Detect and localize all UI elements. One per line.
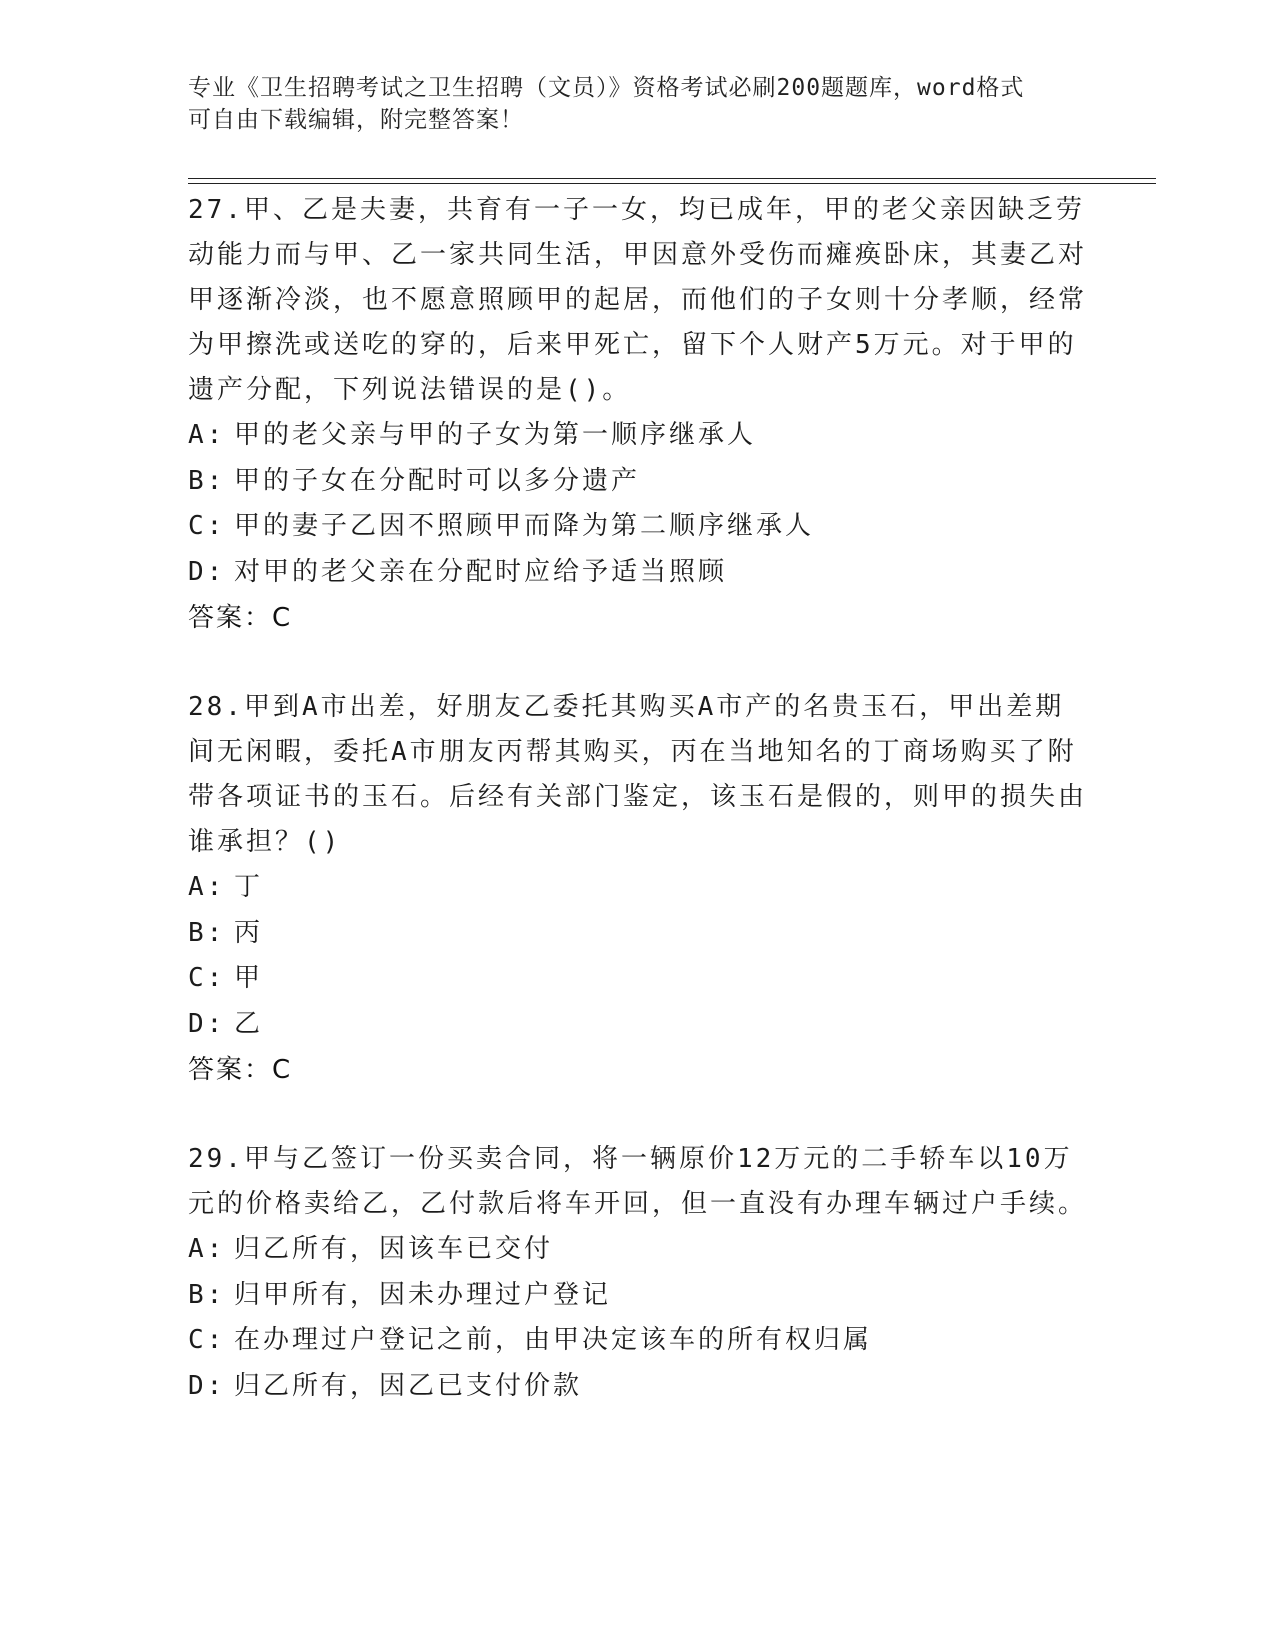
option-key: D:	[188, 556, 226, 587]
option-text: 甲	[234, 963, 264, 993]
option-text: 甲的子女在分配时可以多分遗产	[234, 465, 641, 496]
option-b	[188, 911, 1088, 957]
option-text: 甲的妻子乙因不照顾甲而降为第二顺序继承人	[234, 511, 815, 541]
option-d	[188, 1002, 1088, 1048]
document-header	[188, 72, 1088, 136]
option-key: C:	[188, 963, 226, 993]
option-c	[188, 504, 1088, 550]
option-key: C:	[188, 1325, 226, 1355]
option-a	[188, 1227, 1088, 1273]
option-key: B:	[188, 465, 226, 496]
option-key: B:	[188, 917, 226, 948]
option-text: 归甲所有，因未办理过户登记	[234, 1279, 612, 1310]
option-text: 丁	[234, 872, 264, 902]
option-text: 丙	[234, 917, 264, 948]
option-key: A:	[188, 420, 226, 450]
option-key: A:	[188, 872, 226, 902]
option-text: 归乙所有，因该车已交付	[234, 1234, 554, 1264]
option-a	[188, 865, 1088, 911]
question-27	[188, 188, 1088, 641]
question-stem: 29.甲与乙签订一份买卖合同，将一辆原价12万元的二手轿车以10万元的价格卖给乙，乙付款后将车开回，但一直没有办理车辆过户手续。	[188, 1144, 1088, 1219]
option-a	[188, 413, 1088, 459]
option-key: D:	[188, 1370, 226, 1401]
question-29	[188, 1137, 1088, 1409]
option-text: 对甲的老父亲在分配时应给予适当照顾	[234, 556, 728, 587]
option-key: B:	[188, 1279, 226, 1310]
option-b	[188, 1273, 1088, 1319]
header-divider-second	[188, 183, 1156, 184]
answer-line: 答案：C	[188, 1055, 293, 1085]
option-text: 乙	[234, 1008, 264, 1039]
option-d	[188, 550, 1088, 596]
option-key: A:	[188, 1234, 226, 1264]
option-key: C:	[188, 511, 226, 541]
answer-line: 答案：C	[188, 603, 293, 633]
question-stem: 27.甲、乙是夫妻，共育有一子一女，均已成年，甲的老父亲因缺乏劳动能力而与甲、乙一家共同生活，甲因意外受伤而瘫痪卧床，其妻乙对甲逐渐冷淡，也不愿意照顾甲的起居，而他们的子女则十分孝顺，经常为甲擦洗或送吃的穿的，后来甲死亡，留下个人财产5万元。对于甲的遗产分配，下列说法错误的是()。	[188, 195, 1088, 405]
option-b	[188, 459, 1088, 505]
option-c	[188, 1318, 1088, 1364]
header-divider	[188, 178, 1156, 179]
question-28	[188, 685, 1088, 1093]
option-key: D:	[188, 1008, 226, 1039]
header-title-line2: 可自由下载编辑，附完整答案！	[188, 107, 524, 133]
option-d	[188, 1364, 1088, 1410]
option-text: 归乙所有，因乙已支付价款	[234, 1370, 583, 1401]
option-text: 甲的老父亲与甲的子女为第一顺序继承人	[234, 420, 757, 450]
question-stem: 28.甲到A市出差，好朋友乙委托其购买A市产的名贵玉石，甲出差期间无闲暇，委托A市朋友丙帮其购买，丙在当地知名的丁商场购买了附带各项证书的玉石。后经有关部门鉴定，该玉石是假的，则甲的损失由谁承担？()	[188, 692, 1088, 857]
option-text: 在办理过户登记之前，由甲决定该车的所有权归属	[234, 1325, 873, 1355]
header-title-line1: 专业《卫生招聘考试之卫生招聘（文员）》资格考试必刷200题题库，word格式	[188, 75, 1025, 101]
question-list	[188, 188, 1088, 1453]
option-c	[188, 956, 1088, 1002]
